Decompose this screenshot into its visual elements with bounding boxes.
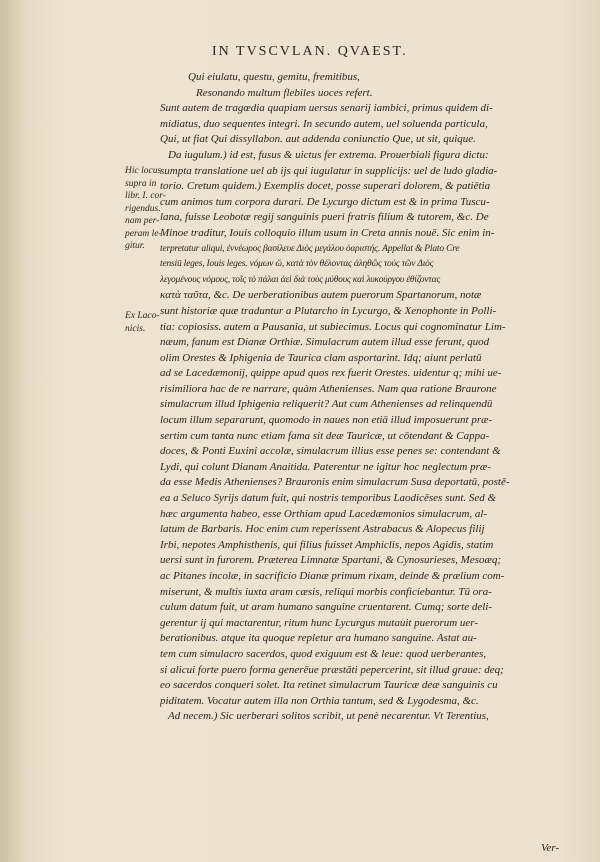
text-line: locum illum separarunt, quomodo in naues non etiā illud imposuerunt præ- xyxy=(160,414,493,427)
text-line: doces, & Ponti Euxini accolæ, simulacrum illius esse penes se: contendant & xyxy=(160,445,501,458)
margin-note-line: Ex Laco- xyxy=(125,311,160,321)
text-line: si alicui forte puero forma generēue præstāti pepercerint, sit illud graue: deq; xyxy=(160,663,504,676)
text-line: culum datum fuit, ut aram humano sanguine cruentarent. Cumq; sorte deli- xyxy=(160,601,493,614)
text-line: tensiū leges, Iouis leges. νόμων ὥ, κατὰ τὸν θέλοντας ἀληθῶς τοὺς τῶν Διὸς xyxy=(160,259,434,270)
text-line: lana, fuisse Leobotæ regij sanguinis pueri fratris filium & tutorem, &c. De xyxy=(160,211,489,224)
text-line: torio. Cretum quidem.) Exemplis docet, posse superari dolorem, & patiētia xyxy=(160,180,491,193)
text-line: piditatem. Vocatur autem illa non Orthia tantum, sed & Lygodesma, &c. xyxy=(160,694,479,707)
margin-note-correction xyxy=(125,165,165,253)
margin-note-source xyxy=(125,310,165,335)
text-line: cum animos tum corpora durari. De Lycurgo dictum est & in prima Tuscu- xyxy=(160,195,490,208)
text-line: risimiliora hac de re narrare, quàm Athenienses. Nam qua ratione Braurone xyxy=(160,382,497,395)
text-line: latum de Barbaris. Hoc enim cum reperissent Astrabacus & Alopecus filij xyxy=(160,523,485,536)
main-text xyxy=(160,70,565,725)
text-line: sumpta translatione uel ab ijs qui iugulatur in supplicijs: uel de ludo gladia- xyxy=(160,164,498,177)
text-line: berationibus. atque ita quoque repletur ara humano sanguine. Astat au- xyxy=(160,632,477,645)
text-line: Irbi, nepotes Amphisthenis, qui filius fuisset Amphiclis, nepos Agidis, statim xyxy=(160,538,494,551)
text-line: Qui, ut fiat Qui dissyllabon. aut addenda coniunctio Que, ut sit, quique. xyxy=(160,133,476,146)
text-line: miserunt, & multis iuxta aram cæsis, reliqui morbis conficiebantur. Tū ora- xyxy=(160,585,492,598)
text-line: Da iugulum.) id est, fusus & uictus fer extrema. Prouerbiali figura dictu: xyxy=(168,148,489,161)
text-line: λεγομένους νόμους, τοῖς τὸ πάλαι ἀεὶ διὰ τοὺς μύθους καὶ λυκούργου ἐθίζοντας xyxy=(160,274,441,285)
margin-note-line: gitur. xyxy=(125,241,145,251)
margin-note-line: Hic locus xyxy=(125,166,162,176)
text-line: da esse Medis Athenienses? Brauronis enim simulacrum Susa deportatū, postē- xyxy=(160,476,510,489)
margin-note-line: supra in xyxy=(125,178,157,189)
text-line: midiatus, duo sequentes integri. In secundo autem, uel soluenda particula, xyxy=(160,117,488,130)
text-line: ad se Lacedæmonij, quippe apud quos rex fuerit Orestes. uidentur q; mihi ue- xyxy=(160,367,502,380)
text-line: hæc argumenta habeo, esse Orthiam apud Lacedæmonios simulacrum, al- xyxy=(160,507,488,520)
text-line: tem cum simulacro sacerdos, quod exiguum est & leue: quod uerberantes, xyxy=(160,647,487,660)
margin-note-line: rigendus. xyxy=(125,203,161,214)
text-line: tia: copiosiss. autem a Pausania, ut subiecimus. Locus qui cognominatur Lim- xyxy=(160,320,506,333)
text-line: Sunt autem de tragœdia quapiam uersus senarij iambici, primus quidem di- xyxy=(160,102,493,115)
margin-note-line: peram le- xyxy=(125,228,162,239)
margin-note-line: nam per- xyxy=(125,216,160,226)
text-line: uersi sunt in furorem. Præterea Limnatæ Spartani, & Cynosurieses, Mesoæq; xyxy=(160,554,501,567)
text-line: ac Pitanes incolæ, in sacrificio Dianæ primum rixam, deinde & prælium com- xyxy=(160,570,505,582)
text-line: Minoe traditur, Iouis colloquio illum usum in Creta annis nouē. Sic enim in- xyxy=(160,226,495,239)
text-line: sunt historiæ quæ traduntur a Plutarcho in Lycurgo, & Xenophonte in Polli- xyxy=(160,304,497,317)
text-line: olim Orestes & Iphigenia de Taurica clam asportarint. Idq; aiunt perlatū xyxy=(160,351,482,364)
text-line: eo sacerdos conqueri solet. Ita retinet simulacrum Tauricæ deæ sanguinis cu xyxy=(160,679,498,692)
text-line: gerentur ij qui mactarentur, ritum hunc Lycurgus mutauit puerorum uer- xyxy=(160,616,479,629)
text-line: ea a Seluco Syrijs datum fuit, qui nostris temporibus Laodicēses sunt. Sed & xyxy=(160,492,497,505)
margin-note-line: nicis. xyxy=(125,323,146,334)
text-line: terpretatur aliqui, ἐννέωρος βασίλευε Διὸς μεγάλου ὀαριστής. Appellat & Plato Cre xyxy=(160,243,460,254)
text-line: Ad necem.) Sic uerberari solitos scribit, ut penè necarentur. Vt Terentius, xyxy=(168,710,489,723)
text-line: κατὰ ταῦτα, &c. De uerberationibus autem puerorum Spartanorum, notæ xyxy=(160,289,482,302)
text-line: næum, fanum est Dianæ Orthiæ. Simulacrum autem illud esse ferunt, quod xyxy=(160,336,490,349)
catchword: Ver- xyxy=(541,842,560,854)
text-line: Resonando multum flebiles uoces refert. xyxy=(196,86,373,99)
text-line: simulacrum illud Iphigenia reliquerit? Aut cum Athenienses ad relinquendū xyxy=(160,398,493,411)
text-line: Qui eiulatu, questu, gemitu, fremitibus, xyxy=(188,71,360,83)
running-head: IN TVSCVLAN. QVAEST. xyxy=(212,44,408,59)
text-line: sertim cum tanta nunc etiam fama sit deæ Tauricæ, ut cōtendant & Cappa- xyxy=(160,429,490,442)
margin-note-line: libr. I. cor- xyxy=(125,191,166,201)
text-line: Lydi, qui colunt Dianam Anaitida. Paterentur ne igitur hoc neglectum præ- xyxy=(160,460,491,473)
